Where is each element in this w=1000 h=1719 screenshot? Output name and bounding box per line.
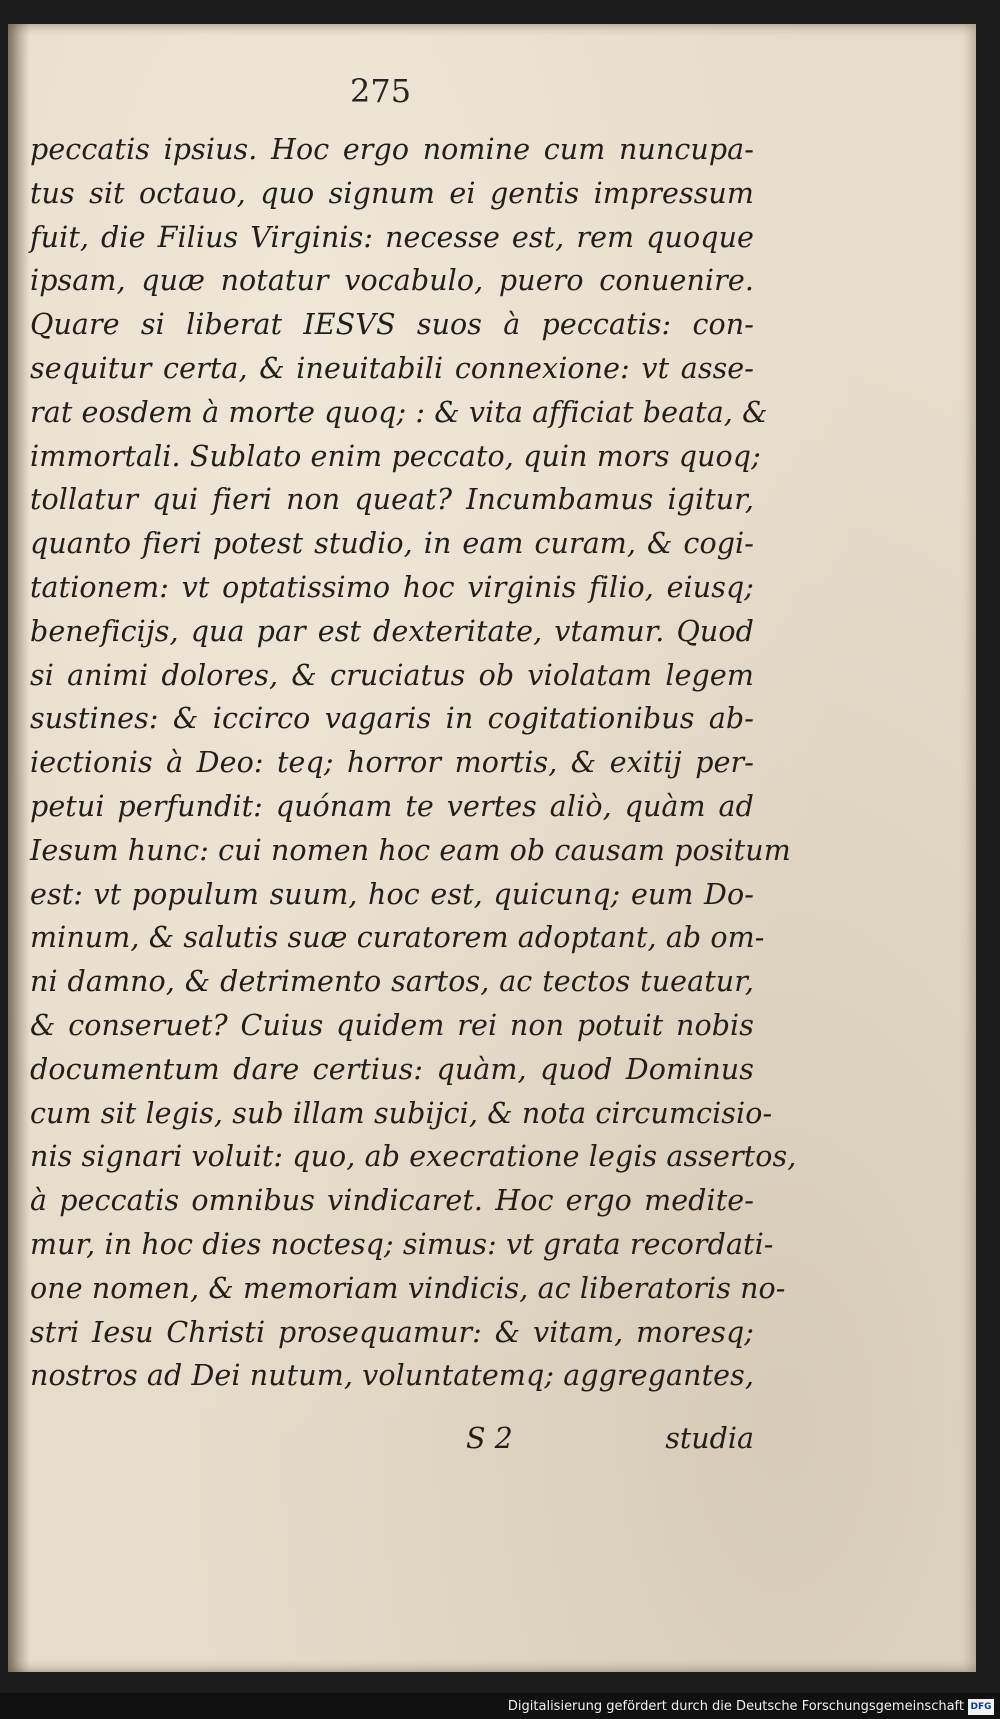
text-line: tollatur qui fieri non queat? Incumbamus igitur, [30,483,754,517]
signature-mark: S 2 [466,1422,513,1455]
text-line: nis signari voluit: quo, ab execratione legis assertos, [30,1140,797,1174]
text-line: tus sit octauo, quo signum ei gentis impressum [30,176,754,210]
text-line: mur, in hoc dies noctesq; simus: vt grata recordati- [30,1227,774,1261]
text-line: sequitur certa, & ineuitabili connexione: vt asse- [30,351,754,385]
catchword: studia [665,1422,754,1455]
text-line: beneficijs, qua par est dexteritate, vtamur. Quod [30,614,754,648]
text-line: minum, & salutis suæ curatorem adoptant, ab om- [30,921,765,955]
gutter-shadow [8,24,30,1672]
text-body [30,128,797,1398]
text-line: ni damno, & detrimento sartos, ac tectos tueatur, [30,965,754,999]
book-page [8,24,976,1672]
text-line: rat eosdem à morte quoq; : & vita afficiat beata, & [30,395,768,429]
text-line: stri Iesu Christi prosequamur: & vitam, moresq; [30,1315,754,1349]
page-number: 275 [350,72,412,110]
text-line: peccatis ipsius. Hoc ergo nomine cum nuncupa- [30,133,754,166]
text-line: documentum dare certius: quàm, quod Dominus [30,1052,754,1086]
text-line: iectionis à Deo: teq; horror mortis, & exitij per- [30,746,754,780]
text-line: nostros ad Dei nutum, voluntatemq; aggregantes, [30,1359,754,1393]
digitization-credit-bar [0,1693,1000,1719]
text-line: & conseruet? Cuius quidem rei non potuit nobis [30,1008,754,1042]
text-line: tationem: vt optatissimo hoc virginis filio, eiusq; [30,570,754,604]
text-line: à peccatis omnibus vindicaret. Hoc ergo medite- [30,1184,754,1218]
text-line: Iesum hunc: cui nomen hoc eam ob causam positum [30,833,791,867]
text-line: fuit, die Filius Virginis: necesse est, rem quoque [30,220,754,254]
text-line: ipsam, quæ notatur vocabulo, puero conuenire. [30,264,754,298]
text-line: si animi dolores, & cruciatus ob violatam legem [30,658,754,692]
text-line: petui perfundit: quónam te vertes aliò, quàm ad [30,789,754,823]
page-footer-row [30,1422,754,1466]
text-line: sustines: & iccirco vagaris in cogitationibus ab- [30,702,754,736]
text-line: Quare si liberat IESVS suos à peccatis: con- [30,308,754,342]
text-line: cum sit legis, sub illam subijci, & nota circumcisio- [30,1096,773,1130]
funding-credit-text: Digitalisierung gefördert durch die Deutsche Forschungsgemeinschaft [507,1699,964,1714]
text-line: quanto fieri potest studio, in eam curam, & cogi- [30,527,754,561]
text-line: immortali. Sublato enim peccato, quin mors quoq; [30,439,761,473]
dfg-logo-icon: DFG [968,1699,994,1715]
text-line: est: vt populum suum, hoc est, quicunq; eum Do- [30,877,754,911]
text-line: one nomen, & memoriam vindicis, ac liberatoris no- [30,1271,786,1305]
